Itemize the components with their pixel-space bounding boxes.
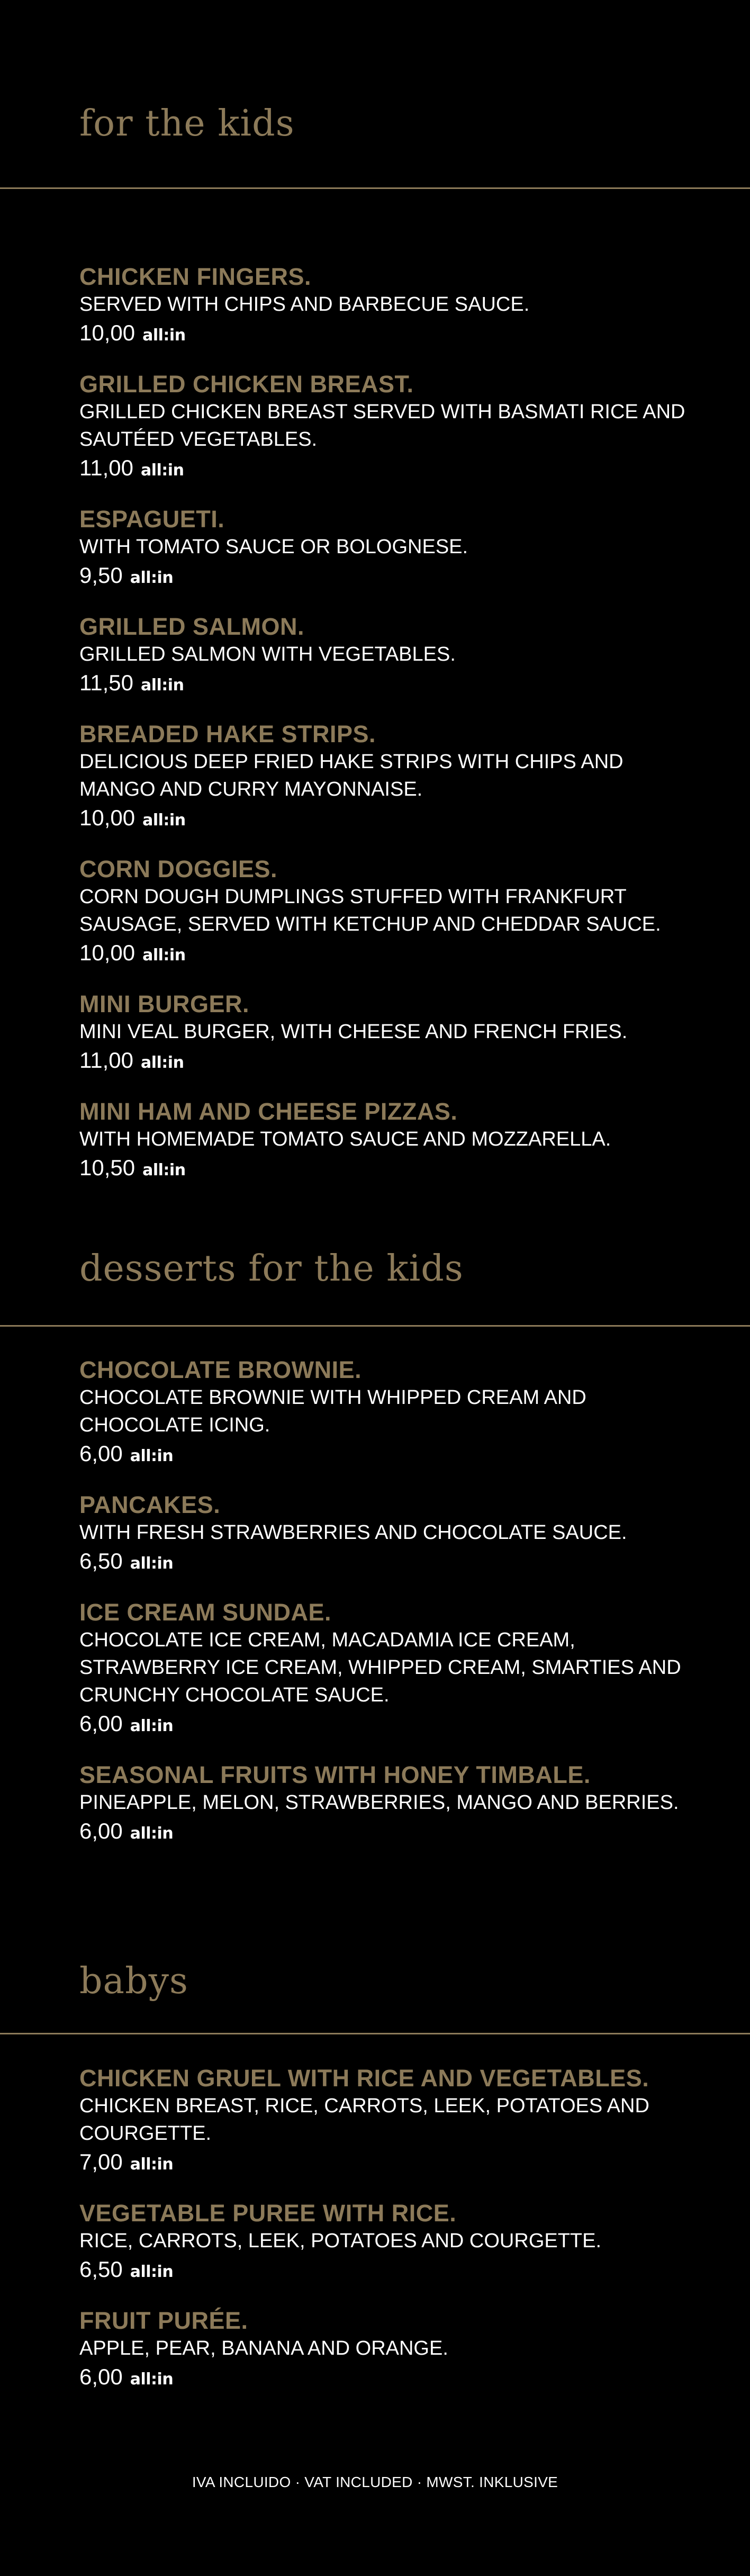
menu-item-price: 7,00 [79,2149,123,2174]
menu-item-price: 10,00 [79,940,135,965]
menu-item-name: GRILLED CHICKEN BREAST. [79,371,414,398]
menu-item-description: WITH TOMATO SAUCE OR BOLOGNESE. [79,536,468,558]
menu-item-description: GRILLED CHICKEN BREAST SERVED WITH BASMATI RICE AND SAUTÉED VEGETABLES. [79,401,685,451]
menu-item-description: CHOCOLATE BROWNIE WITH WHIPPED CREAM AND CHOCOLATE ICING. [79,1386,586,1436]
tax-included-note: IVA INCLUIDO · VAT INCLUDED · MWST. INKLUSIVE [192,2474,558,2490]
menu-item-price-row [79,453,688,485]
menu-item-price-row [79,1439,688,1471]
section-divider [0,1325,750,1327]
menu-item-description: WITH HOMEMADE TOMATO SAUCE AND MOZZARELLA. [79,1128,611,1150]
menu-item [79,1356,688,1471]
menu-item-name: PANCAKES. [79,1491,221,1518]
menu-item-price: 6,00 [79,1711,123,1736]
price-suffix: all:in [130,2155,174,2174]
menu-item-description: CHICKEN BREAST, RICE, CARROTS, LEEK, POTATOES AND COURGETTE. [79,2095,649,2145]
menu-item-price-row [79,1153,688,1185]
menu-item [79,990,688,1078]
menu-item-price: 11,00 [79,455,133,480]
menu-item-description: GRILLED SALMON WITH VEGETABLES. [79,643,456,665]
price-suffix: all:in [130,1824,174,1843]
menu-item-name: MINI BURGER. [79,990,249,1017]
price-suffix: all:in [141,1053,184,1072]
menu-item-description: CHOCOLATE ICE CREAM, MACADAMIA ICE CREAM, STRAWBERRY ICE CREAM, WHIPPED CREAM, SMARTIES AND CRUNCHY CHOCOLATE SAUCE. [79,1629,681,1706]
menu-item-price: 6,00 [79,2364,123,2389]
section-title-desserts: desserts for the kids [79,1248,464,1290]
menu-item-price-row [79,803,688,835]
menu-item-price-row [79,1546,688,1579]
menu-item-name: GRILLED SALMON. [79,613,304,640]
desserts-menu-list [79,1356,688,1849]
menu-item-description: APPLE, PEAR, BANANA AND ORANGE. [79,2337,448,2359]
menu-item [79,2200,688,2287]
menu-item-price: 10,00 [79,320,135,345]
menu-item [79,1599,688,1741]
menu-item-name: CORN DOGGIES. [79,855,278,882]
menu-item-description: PINEAPPLE, MELON, STRAWBERRIES, MANGO AND BERRIES. [79,1791,679,1814]
menu-item-price-row [79,561,688,593]
menu-item [79,1098,688,1185]
menu-item [79,1491,688,1579]
menu-item-description: MINI VEAL BURGER, WITH CHEESE AND FRENCH FRIES. [79,1021,628,1043]
menu-item [79,1761,688,1849]
price-suffix: all:in [142,811,186,830]
price-suffix: all:in [130,1554,174,1573]
menu-item-price-row [79,2362,688,2394]
menu-item-price: 6,00 [79,1818,123,1843]
menu-item [79,613,688,700]
kids-menu-list [79,263,688,1185]
price-suffix: all:in [130,569,174,587]
menu-item-price-row [79,668,688,700]
menu-item-price: 11,00 [79,1048,133,1073]
menu-item-name: FRUIT PURÉE. [79,2307,248,2334]
menu-item-name: CHICKEN GRUEL WITH RICE AND VEGETABLES. [79,2065,649,2092]
section-title-kids: for the kids [79,103,295,145]
menu-item-description: DELICIOUS DEEP FRIED HAKE STRIPS WITH CHIPS AND MANGO AND CURRY MAYONNAISE. [79,751,624,800]
menu-item-price-row [79,938,688,970]
menu-item-price-row [79,1709,688,1741]
menu-item-name: MINI HAM AND CHEESE PIZZAS. [79,1098,458,1125]
menu-item-price: 10,00 [79,805,135,830]
menu-item-price-row [79,318,688,350]
menu-item [79,2307,688,2394]
menu-item-price: 6,50 [79,1548,123,1573]
menu-item-name: VEGETABLE PUREE WITH RICE. [79,2200,457,2227]
menu-item [79,2065,688,2179]
menu-item [79,263,688,350]
menu-item-name: CHOCOLATE BROWNIE. [79,1356,362,1383]
menu-item-description: SERVED WITH CHIPS AND BARBECUE SAUCE. [79,293,530,316]
price-suffix: all:in [142,326,186,345]
price-suffix: all:in [141,676,184,695]
menu-item [79,720,688,835]
menu-item [79,371,688,485]
menu-item-price-row [79,2147,688,2179]
menu-item-price-row [79,2255,688,2287]
menu-item-name: CHICKEN FINGERS. [79,263,312,290]
section-title-babys: babys [79,1960,188,2002]
menu-item-price: 11,50 [79,670,133,695]
menu-item-name: SEASONAL FRUITS WITH HONEY TIMBALE. [79,1761,591,1788]
menu-item-description: WITH FRESH STRAWBERRIES AND CHOCOLATE SAUCE. [79,1521,627,1544]
menu-item [79,855,688,970]
babys-menu-list [79,2065,688,2394]
menu-item-name: BREADED HAKE STRIPS. [79,720,376,747]
menu-item-price: 6,00 [79,1441,123,1466]
price-suffix: all:in [130,2263,174,2281]
price-suffix: all:in [142,1161,186,1179]
menu-item-description: RICE, CARROTS, LEEK, POTATOES AND COURGETTE. [79,2230,602,2252]
section-divider [0,187,750,189]
menu-item [79,506,688,593]
price-suffix: all:in [142,946,186,965]
menu-item-price: 6,50 [79,2257,123,2282]
menu-item-price: 10,50 [79,1155,135,1180]
price-suffix: all:in [141,461,184,480]
section-divider [0,2033,750,2034]
menu-item-name: ESPAGUETI. [79,506,225,533]
price-suffix: all:in [130,1447,174,1465]
price-suffix: all:in [130,1717,174,1735]
menu-item-price-row [79,1046,688,1078]
price-suffix: all:in [130,2370,174,2389]
menu-item-name: ICE CREAM SUNDAE. [79,1599,332,1626]
menu-item-price-row [79,1816,688,1849]
menu-item-description: CORN DOUGH DUMPLINGS STUFFED WITH FRANKFURT SAUSAGE, SERVED WITH KETCHUP AND CHEDDAR SAUCE. [79,886,661,935]
menu-item-price: 9,50 [79,563,123,588]
